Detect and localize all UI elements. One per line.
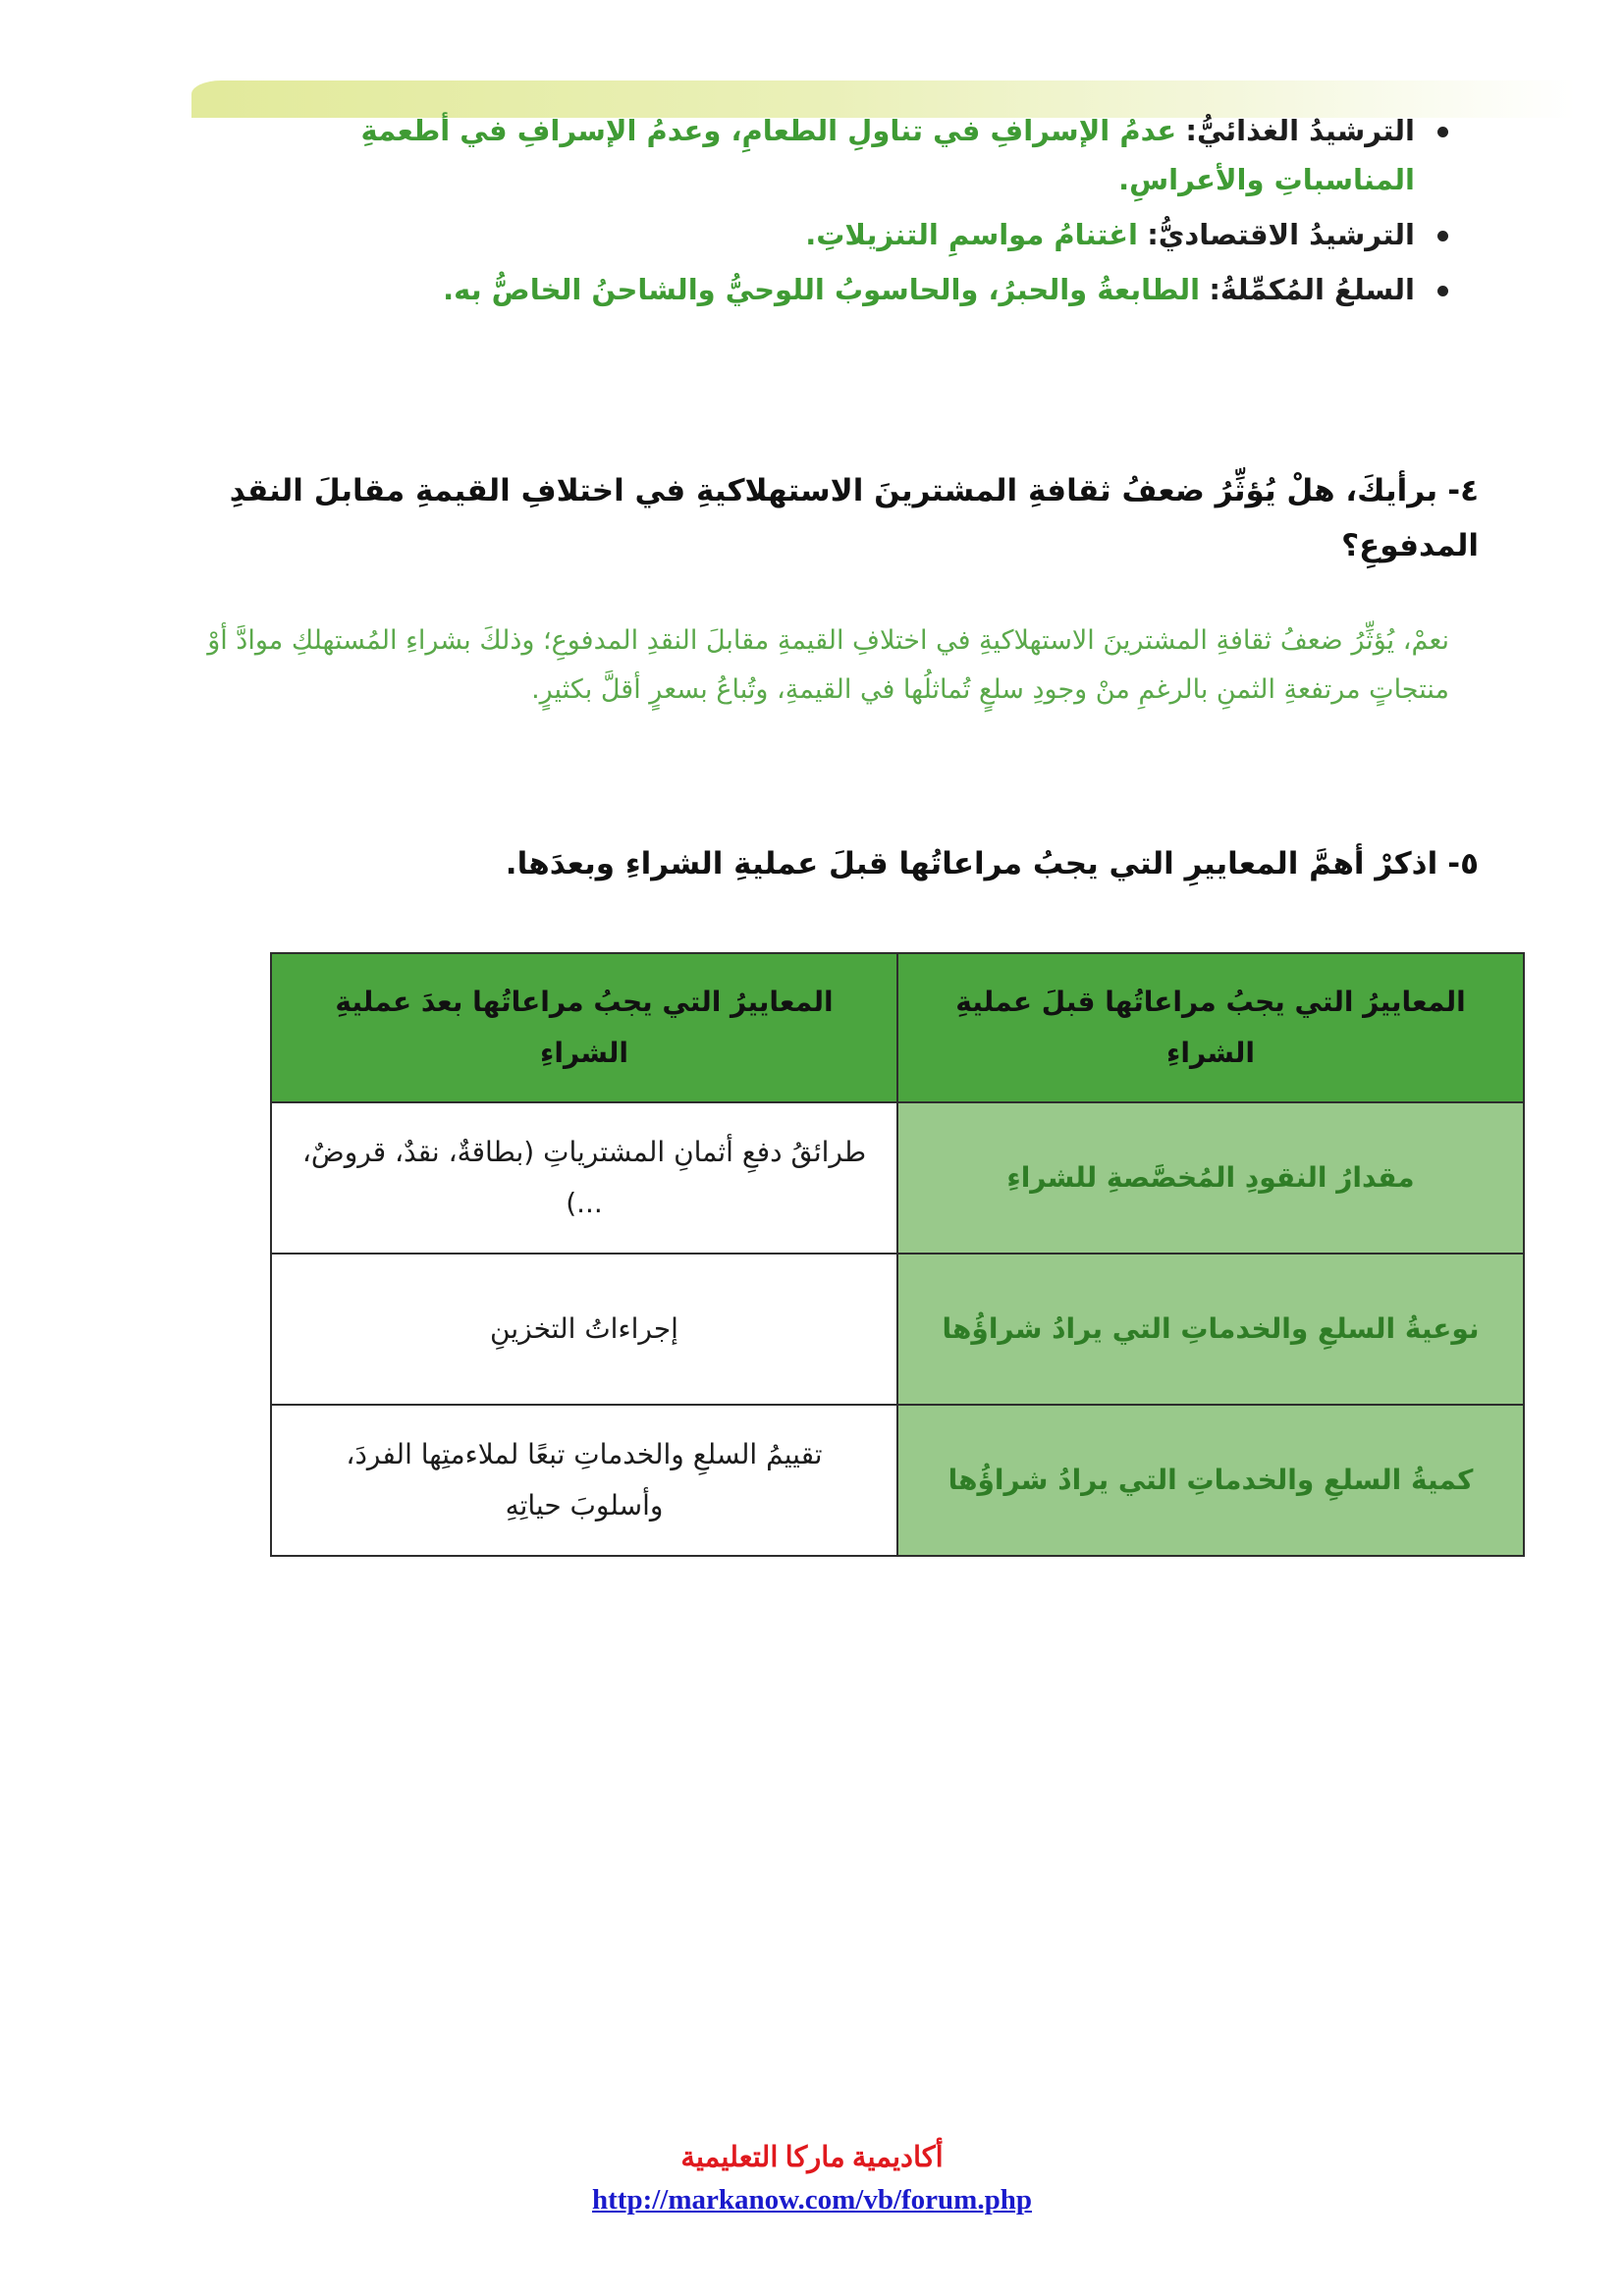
cell-before: كميةُ السلعِ والخدماتِ التي يرادُ شراؤُها: [897, 1405, 1524, 1556]
answer-4: نعمْ، يُؤثِّرُ ضعفُ ثقافةِ المشترينَ الاستهلاكيةِ في اختلافِ القيمةِ مقابلَ النقدِ المدفوعِ؛ وذلكَ بشراءِ المُستهلكِ موادَّ أوْ منتجاتٍ مرتفعةِ الثمنِ بالرغمِ منْ وجودِ سلعٍ تُماثلُها في القيمةِ، وتُباعُ بسعرٍ أقلَّ بكثيرٍ.: [207, 625, 1449, 705]
question-number: ٥-: [1447, 846, 1479, 881]
cell-before: مقدارُ النقودِ المُخصَّصةِ للشراءِ: [897, 1102, 1524, 1254]
bullet-term: الترشيدُ الغذائيُّ:: [1185, 114, 1415, 147]
cell-after: إجراءاتُ التخزينِ: [271, 1254, 897, 1405]
bullet-item: [244, 210, 1452, 259]
bullet-dot-icon: [1437, 286, 1448, 296]
bullet-text: اغتنامُ مواسمِ التنزيلاتِ.: [805, 218, 1138, 251]
bullet-item: [244, 265, 1452, 314]
table-row: [271, 1254, 1524, 1405]
bullet-text: الطابعةُ والحبرُ، والحاسوبُ اللوحيُّ والشاحنُ الخاصُّ به.: [443, 273, 1201, 306]
criteria-table: [270, 952, 1525, 1557]
bullet-text: عدمُ الإسرافِ في تناولِ الطعامِ، وعدمُ الإسرافِ في أطعمةِ المناسباتِ والأعراسِ.: [360, 114, 1415, 196]
bullet-item: [244, 106, 1452, 204]
bullet-term: السلعُ المُكمِّلةُ:: [1209, 273, 1415, 306]
bullet-dot-icon: [1437, 231, 1448, 241]
cell-after: تقييمُ السلعِ والخدماتِ تبعًا لملاءمتِها الفردَ، وأسلوبَ حياتِهِ: [271, 1405, 897, 1556]
bullet-dot-icon: [1437, 127, 1448, 137]
cell-before: نوعيةُ السلعِ والخدماتِ التي يرادُ شراؤُها: [897, 1254, 1524, 1405]
question-number: ٤-: [1447, 473, 1479, 508]
question-text: برأيكَ، هلْ يُؤثِّرُ ضعفُ ثقافةِ المشترينَ الاستهلاكيةِ في اختلافِ القيمةِ مقابلَ النقدِ المدفوعِ؟: [229, 473, 1479, 563]
question-5: [143, 836, 1479, 891]
table-row: [271, 1405, 1524, 1556]
bullet-term: الترشيدُ الاقتصاديُّ:: [1147, 218, 1415, 251]
header-after-purchase: المعاييرُ التي يجبُ مراعاتُها بعدَ عمليةِ الشراءِ: [271, 953, 897, 1102]
question-text: اذكرْ أهمَّ المعاييرِ التي يجبُ مراعاتُها قبلَ عمليةِ الشراءِ وبعدَها.: [505, 846, 1438, 881]
question-4: [143, 463, 1479, 573]
table-header-row: [271, 953, 1524, 1102]
footer-link[interactable]: http://markanow.com/vb/forum.php: [592, 2184, 1032, 2216]
footer-title: أكاديمية ماركا التعليمية: [680, 2142, 944, 2173]
header-before-purchase: المعاييرُ التي يجبُ مراعاتُها قبلَ عمليةِ الشراءِ: [897, 953, 1524, 1102]
cell-after: طرائقُ دفعِ أثمانِ المشترياتِ (بطاقةٌ، نقدٌ، قروضٌ، ...): [271, 1102, 897, 1254]
bullet-list: [244, 106, 1452, 320]
table-row: [271, 1102, 1524, 1254]
